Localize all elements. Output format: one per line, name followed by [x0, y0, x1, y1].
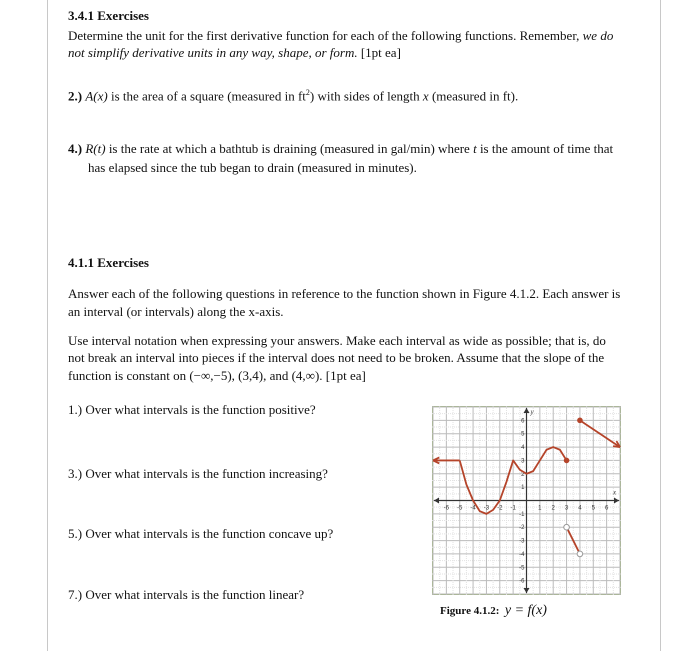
y-tick-label: 4 [521, 445, 525, 452]
y-tick-label: 3 [521, 458, 525, 465]
closed-dot [564, 458, 570, 464]
x-tick-label: 3 [564, 505, 569, 512]
section-title-4-1-1: 4.1.1 Exercises [68, 255, 149, 270]
x-tick-label: -4 [470, 505, 476, 512]
y-tick-label: 6 [521, 418, 525, 425]
x-tick-label: 2 [551, 505, 555, 512]
para1-line2: an interval (or intervals) along the x-axis. [68, 304, 284, 319]
y-tick-label: -4 [519, 551, 525, 558]
y-axis-label: y [530, 408, 534, 416]
question-7: 7.) Over what intervals is the function linear? [68, 587, 305, 602]
para2-line2: not break an interval into pieces if the interval does not need to be broken. Assume that the slope of the [68, 350, 605, 365]
page-edge-right [660, 0, 661, 651]
figure-caption: Figure 4.1.2: y = f(x) [440, 603, 547, 618]
x-tick-label: -6 [443, 505, 450, 512]
page-edge-left [47, 0, 48, 651]
y-tick-label: -2 [519, 525, 525, 532]
y-tick-label: 2 [521, 471, 525, 478]
x-axis-label: x [613, 488, 617, 497]
x-tick-label: 6 [604, 505, 609, 512]
intro-line-2: not simplify derivative units in any way, shape, or form. [1pt ea] [68, 45, 401, 60]
y-tick-label: 5 [521, 431, 525, 438]
open-dot [564, 524, 570, 530]
figure-graph [432, 406, 621, 595]
section-title-3-4-1: 3.4.1 Exercises [68, 8, 149, 23]
x-tick-label: -3 [483, 505, 490, 512]
question-3: 3.) Over what intervals is the function increasing? [68, 466, 328, 481]
x-tick-label: -1 [510, 505, 516, 512]
x-tick-label: -2 [497, 505, 503, 512]
closed-dot [577, 418, 583, 424]
x-tick-label: 5 [591, 505, 595, 512]
intro-line-1: Determine the unit for the first derivative function for each of the following functions. Remember, we do [68, 28, 614, 43]
y-tick-label: -5 [519, 565, 525, 572]
para2-line1: Use interval notation when expressing your answers. Make each interval as wide as possible; that is, do [68, 333, 606, 348]
x-tick-label: 4 [578, 505, 582, 512]
open-dot [577, 551, 583, 557]
y-tick-label: 1 [521, 485, 525, 492]
question-4: 4.) R(t) is the rate at which a bathtub is draining (measured in gal/min) where t is the amount of time that [68, 141, 614, 156]
y-tick-label: -1 [519, 511, 525, 518]
para1-line1: Answer each of the following questions in reference to the function shown in Figure 4.1.2. Each answer is [68, 286, 621, 301]
question-1: 1.) Over what intervals is the function positive? [68, 402, 316, 417]
question-5: 5.) Over what intervals is the function concave up? [68, 526, 334, 541]
x-tick-label: -5 [457, 505, 463, 512]
x-tick-label: 1 [538, 505, 542, 512]
para2-line3: function is constant on (−∞,−5), (3,4), and (4,∞). [1pt ea] [68, 368, 366, 383]
y-tick-label: -3 [519, 538, 525, 545]
question-4-line-2: has elapsed since the tub began to drain (measured in minutes). [88, 160, 417, 175]
y-tick-label: -6 [519, 578, 525, 585]
question-2: 2.) A(x) is the area of a square (measured in $ft^2$) with sides of length x (measured in ft). [68, 88, 519, 104]
